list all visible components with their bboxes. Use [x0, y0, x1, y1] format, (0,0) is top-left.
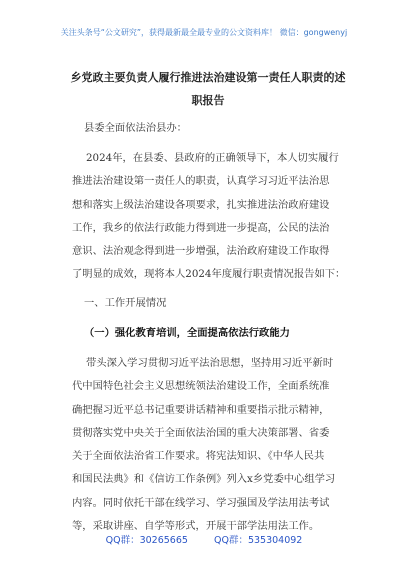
footer-contact [0, 532, 408, 546]
promo-banner: 关注头条号“公文研究”，获得最新最全最专业的公文资料库！ 微信：gongwenyj [60, 28, 348, 37]
paragraph-line: 带头深入学习贯彻习近平法治思想，坚持用习近平新时 [86, 357, 334, 369]
section-heading-1: 一、工作开展情况 [84, 297, 167, 309]
document-title-line-2: 职报告 [191, 94, 225, 107]
paragraph-line: 2024年，在县委、县政府的正确领导下，本人切实履行 [86, 152, 339, 164]
subsection-heading-1: （一）强化教育培训，全面提高依法行政能力 [84, 327, 290, 339]
paragraph-line: 想和落实上级法治建设各项要求，扎实推进法治政府建设 [72, 198, 330, 211]
document-title-line-1: 乡党政主要负责人履行推进法治建设第一责任人职责的述 [70, 71, 346, 84]
paragraph-line: 贯彻落实党中央关于全面依法治国的重大决策部署、省委 [72, 426, 330, 439]
body-paragraph [72, 352, 362, 538]
paragraph-line: 工作，我乡的依法行政能力得到进一步提高，公民的法治 [72, 221, 330, 234]
intro-paragraph [72, 147, 362, 287]
qq-group-2: QQ群：535304092 [214, 535, 303, 546]
addressee: 县委全面依法治县办： [84, 122, 187, 134]
qq-group-1: QQ群：30265665 [105, 535, 188, 546]
paragraph-line: 确把握习近平总书记重要讲话精神和重要指示批示精神， [72, 403, 330, 416]
paragraph-line: 和国民法典》和《信访工作条例》列入x乡党委中心组学习 [72, 473, 336, 486]
paragraph-line: 意识、法治观念得到进一步增强，法治政府建设工作取得 [72, 245, 330, 258]
paragraph-line: 关于全面依法治省工作要求。将宪法知识、《中华人民共 [72, 450, 325, 463]
paragraph-line: 等，采取讲座、自学等形式，开展干部学法用法工作。 [72, 520, 320, 533]
paragraph-line: 内容。同时依托干部在线学习、学习强国及学法用法考试 [72, 496, 330, 509]
paragraph-line: 了明显的成效，现将本人2024年度履行职责情况报告如下： [72, 268, 346, 281]
paragraph-line: 代中国特色社会主义思想统领法治建设工作，全面系统准 [72, 380, 330, 393]
paragraph-line: 推进法治建设第一责任人的职责，认真学习习近平法治思 [72, 175, 330, 188]
